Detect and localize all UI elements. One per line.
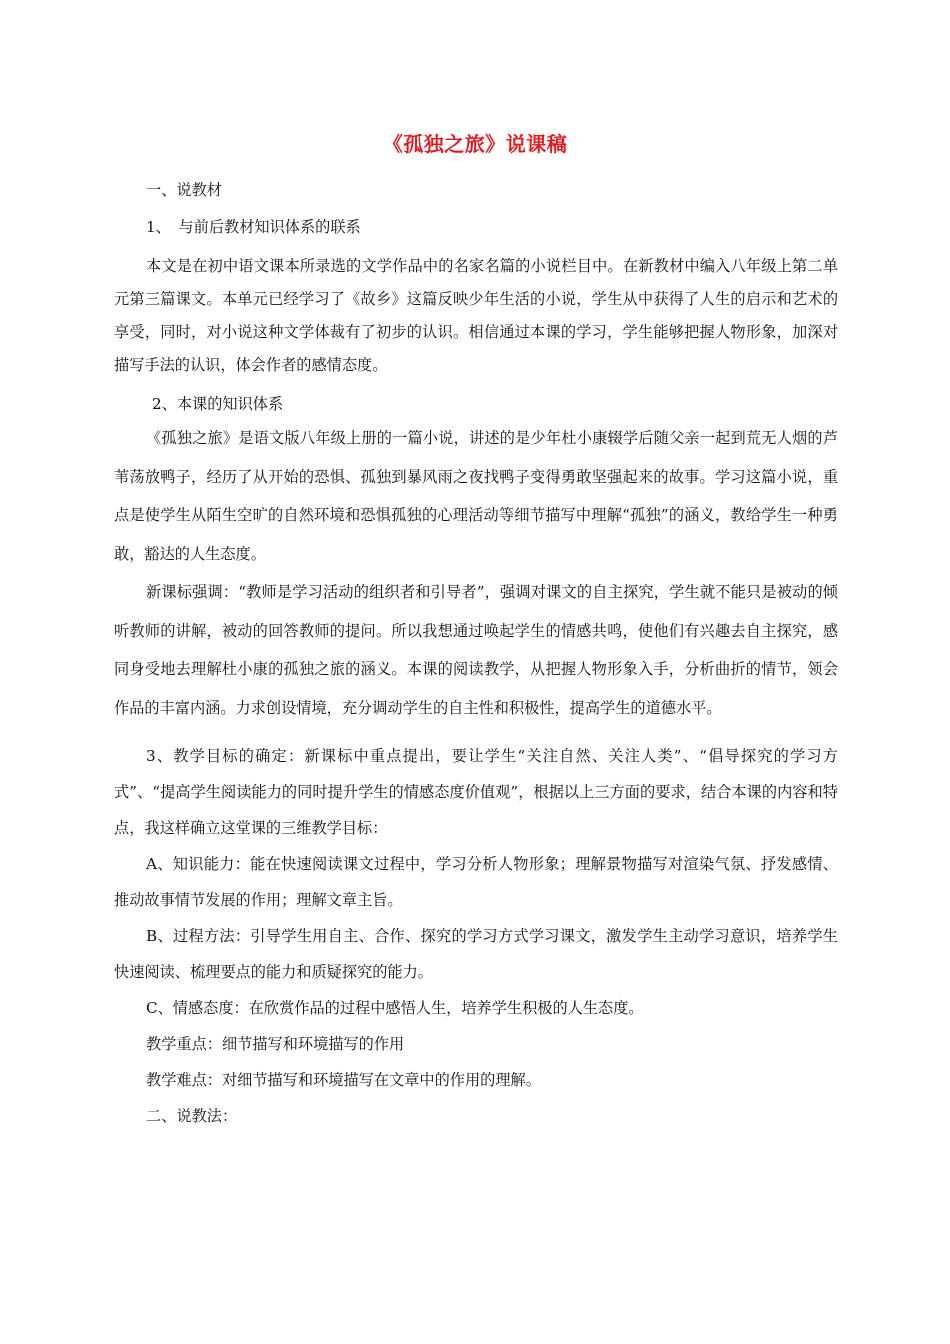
objective-knowledge: A、知识能力：能在快速阅读课文过程中，学习分析人物形象；理解景物描写对渲染气氛、抒发感情、推动故事情节发展的作用；理解文章主旨。 [114, 855, 838, 909]
section-heading-textbook: 一、说教材 [146, 181, 222, 199]
paragraph-story-summary: 《孤独之旅》是语文版八年级上册的一篇小说，讲述的是少年杜小康辍学后随父亲一起到荒无人烟的芦苇荡放鸭子，经历了从开始的恐惧、孤独到暴风雨之夜找鸭子变得勇敢坚强起来的故事。学习这篇小说，重点是使学生从陌生空旷的自然环境和恐惧孤独的心理活动等细节描写中理解“孤独”的涵义，教给学生一种勇敢，豁达的人生态度。 [114, 429, 838, 563]
paragraph-objectives: 3、教学目标的确定：新课标中重点提出，要让学生“关注自然、关注人类”、“倡导探究的学习方式”、“提高学生阅读能力的同时提升学生的情感态度价值观”，根据以上三方面的要求，结合本课的内容和特点，我这样确立这堂课的三维教学目标： [114, 747, 838, 837]
subheading-connection: 1、 与前后教材知识体系的联系 [146, 218, 361, 236]
teaching-difficulty: 教学难点：对细节描写和环境描写在文章中的作用的理解。 [146, 1071, 541, 1089]
paragraph-intro: 本文是在初中语文课本所录选的文学作品中的名家名篇的小说栏目中。在新教材中编入八年级上第二单元第三篇课文。本单元已经学习了《故乡》这篇反映少年生活的小说，学生从中获得了人生的启示和艺术的享受，同时，对小说这种文学体裁有了初步的认识。相信通过本课的学习，学生能够把握人物形象，加深对描写手法的认识，体会作者的感情态度。 [114, 257, 838, 374]
section-heading-methods: 二、说教法： [146, 1107, 238, 1125]
objective-emotion: C、情感态度：在欣赏作品的过程中感悟人生，培养学生积极的人生态度。 [146, 999, 644, 1017]
objective-process: B、过程方法：引导学生用自主、合作、探究的学习方式学习课文，激发学生主动学习意识，培养学生快速阅读、梳理要点的能力和质疑探究的能力。 [114, 927, 838, 981]
teaching-focus: 教学重点：细节描写和环境描写的作用 [146, 1035, 405, 1053]
page-title: 《孤独之旅》说课稿 [382, 132, 568, 156]
subheading-knowledge-system: 2、本课的知识体系 [152, 395, 284, 413]
document-body [114, 176, 838, 1134]
paragraph-curriculum: 新课标强调：“教师是学习活动的组织者和引导者”，强调对课文的自主探究，学生就不能只是被动的倾听教师的讲解，被动的回答教师的提问。所以我想通过唤起学生的情感共鸣，使他们有兴趣去自主探究，感同身受地去理解杜小康的孤独之旅的涵义。本课的阅读教学，从把握人物形象入手，分析曲折的情节，领会作品的丰富内涵。力求创设情境，充分调动学生的自主性和积极性，提高学生的道德水平。 [114, 583, 838, 717]
